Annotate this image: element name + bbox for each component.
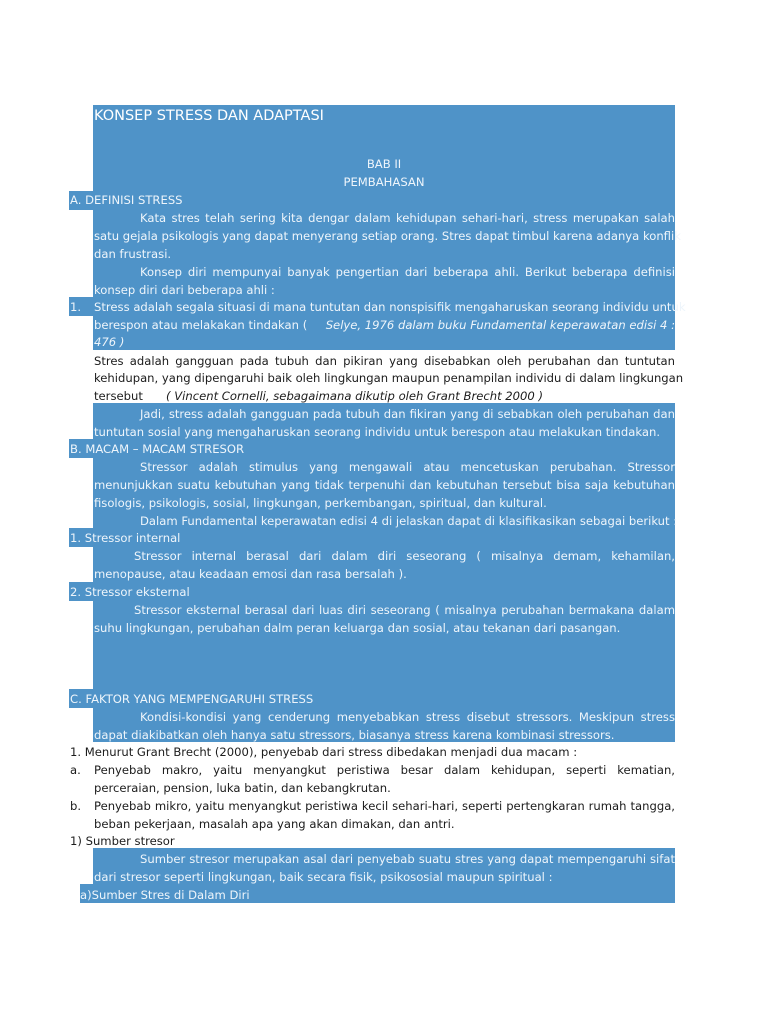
section-b-p1-line3: fisologis, psikologis, sosial, lingkungan, perkembangan, spiritual, dan kultural. xyxy=(94,496,547,510)
chapter-label: BAB II xyxy=(366,157,402,171)
document-title: KONSEP STRESS DAN ADAPTASI xyxy=(94,108,324,124)
chapter-subtitle: PEMBAHASAN xyxy=(343,175,425,189)
section-b-item2-line2: suhu lingkungan, perubahan dalm peran keluarga dan sosial, atau tekanan dari pasangan. xyxy=(94,621,621,635)
section-a-p2-line2: konsep diri dari beberapa ahli : xyxy=(94,283,275,297)
section-b-item2: 2. Stressor eksternal xyxy=(70,585,190,599)
section-b-item1: 1. Stressor internal xyxy=(70,531,181,545)
section-c-p1-line1: Kondisi-kondisi yang cenderung menyebabkan stress disebut stressors. Meskipun stress xyxy=(140,710,675,724)
section-a-p3-line1: Stres adalah gangguan pada tubuh dan pikiran yang disebabkan oleh perubahan dan tuntutan xyxy=(94,354,675,368)
section-c-sub1: 1) Sumber stresor xyxy=(70,834,175,848)
section-c-a-number: a. xyxy=(70,763,81,777)
section-a-p4-line2: tuntutan sosial yang mengaharuskan seorang individu untuk berespon atau melakukan tindakan. xyxy=(94,425,661,439)
section-c-b-line2: beban pekerjaan, masalah apa yang akan dimakan, dan antri. xyxy=(94,817,455,831)
section-b-item1-line1: Stressor internal berasal dari dalam diri seseorang ( misalnya demam, kehamilan, xyxy=(134,549,675,563)
section-a-p3-line2: kehidupan, yang dipengaruhi baik oleh lingkungan maupun penampilan individu di dalam lingkungan xyxy=(94,371,684,385)
section-b-heading: B. MACAM – MACAM STRESOR xyxy=(70,442,245,456)
section-c-sub1-line2: dari stresor seperti lingkungan, baik secara fisik, psikososial maupun spiritual : xyxy=(94,870,553,884)
section-c-sub1-line1: Sumber stresor merupakan asal dari penyebab suatu stres yang dapat mempengaruhi sifat xyxy=(140,852,675,866)
section-b-item1-line2: menopause, atau keadaan emosi dan rasa bersalah ). xyxy=(94,567,407,581)
section-a-p1-line3: dan frustrasi. xyxy=(94,247,172,261)
section-a-p3-last: tersebut xyxy=(94,389,143,403)
section-a-p3-citation: ( Vincent Cornelli, sebagaimana dikutip oleh Grant Brecht 2000 ) xyxy=(166,389,544,403)
section-a-item1-citation-end: 476 ) xyxy=(94,335,125,349)
section-a-item1-line2-text: berespon atau melakakan tindakan ( xyxy=(94,318,308,332)
section-a-item1-line2 xyxy=(94,316,675,334)
section-a-item1-number: 1. xyxy=(70,300,82,314)
section-b-p1-line2: menunjukkan suatu kebutuhan yang tidak terpenuhi dan kebutuhan tersebut bisa saja kebutuhan xyxy=(94,478,675,492)
section-a-p1-line1: Kata stres telah sering kita dengar dalam kehidupan sehari-hari, stress merupakan salah xyxy=(140,211,675,225)
section-c-a-line2: perceraian, pension, luka batin, dan kebangkrutan. xyxy=(94,781,391,795)
section-c-p1-line2: dapat diakibatkan oleh hanya satu stressors, biasanya stress karena kombinasi stressors. xyxy=(94,728,615,742)
section-b-p2: Dalam Fundamental keperawatan edisi 4 di jelaskan dapat di klasifikasikan sebagai berikut : xyxy=(140,514,678,528)
section-c-a-line1: Penyebab makro, yaitu menyangkut peristiwa besar dalam kehidupan, seperti kematian, xyxy=(94,763,675,777)
section-c-b-line1: Penyebab mikro, yaitu menyangkut peristiwa kecil sehari-hari, seperti pertengkaran rumah tangga, xyxy=(94,799,675,813)
section-a-p2-line1: Konsep diri mempunyai banyak pengertian dari beberapa ahli. Berikut beberapa definisi xyxy=(140,265,675,279)
section-a-p4-line1: Jadi, stress adalah gangguan pada tubuh dan fikiran yang di sebabkan oleh perubahan dan xyxy=(140,407,675,421)
section-c-heading: C. FAKTOR YANG MEMPENGARUHI STRESS xyxy=(70,692,314,706)
section-c-b-number: b. xyxy=(70,799,82,813)
section-a-p1-line2: satu gejala psikologis yang dapat menyerang setiap orang. Stres dapat timbul karena adanya konflik xyxy=(94,229,681,243)
section-b-p1-line1: Stressor adalah stimulus yang mengawali atau mencetuskan perubahan. Stressor xyxy=(140,460,675,474)
section-a-heading: A. DEFINISI STRESS xyxy=(70,193,183,207)
section-c-item1: 1. Menurut Grant Brecht (2000), penyebab dari stress dibedakan menjadi dua macam : xyxy=(70,745,578,759)
section-a-item1-line1: Stress adalah segala situasi di mana tuntutan dan nonspisifik mengaharuskan seorang individu untuk xyxy=(94,300,686,314)
section-c-sub-a: a)Sumber Stres di Dalam Diri xyxy=(80,888,250,902)
section-a-item1-citation: Selye, 1976 dalam buku Fundamental keperawatan edisi 4 : xyxy=(325,318,675,332)
section-b-item2-line1: Stressor eksternal berasal dari luas diri seseorang ( misalnya perubahan bermakana dalam xyxy=(134,603,675,617)
